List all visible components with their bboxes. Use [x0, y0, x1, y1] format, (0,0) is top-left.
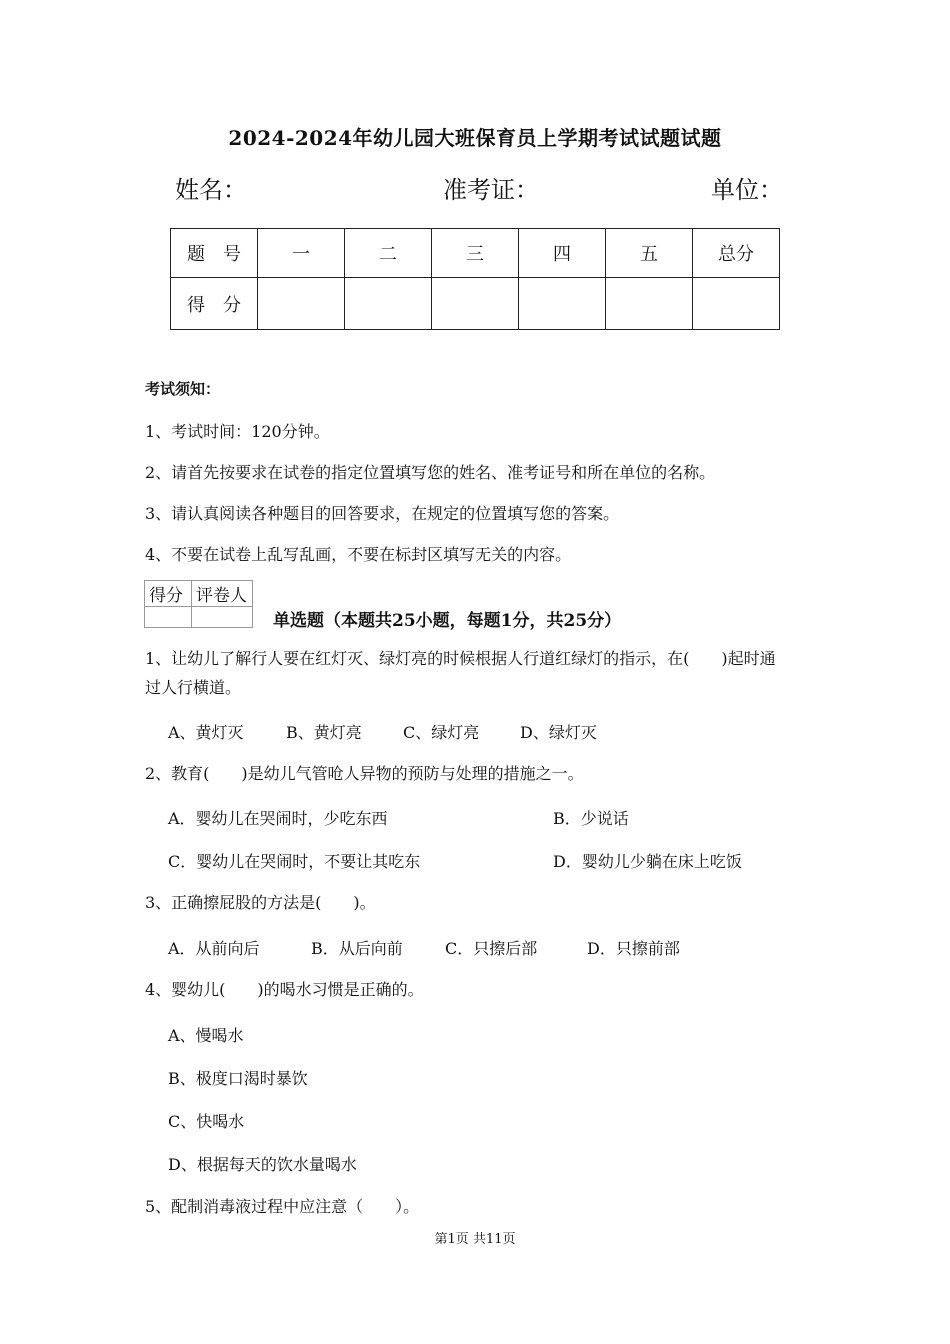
option[interactable]: D、根据每天的饮水量喝水	[168, 1155, 357, 1174]
question-3: 3、正确擦屁股的方法是( )。	[145, 893, 376, 912]
option[interactable]: B．少说话	[553, 809, 629, 828]
question-text: 1、让幼儿了解行人要在红灯灭、绿灯亮的时候根据人行道红绿灯的指示，在( )起时通	[145, 649, 776, 668]
grader-score-label: 得分	[145, 581, 192, 607]
page-title: 2024-2024年幼儿园大班保育员上学期考试试题试题	[228, 126, 722, 150]
grader-reviewer-label: 评卷人	[192, 581, 253, 607]
notice-item: 3、请认真阅读各种题目的回答要求，在规定的位置填写您的答案。	[145, 504, 620, 523]
score-cell[interactable]	[432, 278, 519, 330]
score-cell[interactable]	[258, 278, 345, 330]
option[interactable]: B、极度口渴时暴饮	[168, 1069, 308, 1088]
option[interactable]: A、慢喝水	[168, 1026, 244, 1045]
unit-label: 单位：	[711, 176, 783, 204]
grader-reviewer-cell[interactable]	[192, 607, 253, 628]
option[interactable]: B、黄灯亮	[286, 723, 362, 742]
exam-id-label: 准考证：	[443, 176, 539, 204]
notice-item: 1、考试时间：120分钟。	[145, 422, 330, 441]
page-footer: 第1页 共11页	[434, 1232, 516, 1247]
score-table-header-cell: 三	[432, 229, 519, 278]
score-cell[interactable]	[345, 278, 432, 330]
score-cell[interactable]	[693, 278, 780, 330]
option[interactable]: B．从后向前	[311, 939, 403, 958]
score-row-label: 得 分	[171, 278, 258, 330]
option[interactable]: A、黄灯灭	[168, 723, 244, 742]
score-cell[interactable]	[519, 278, 606, 330]
score-cell[interactable]	[606, 278, 693, 330]
score-table-header-cell: 一	[258, 229, 345, 278]
option[interactable]: C、绿灯亮	[403, 723, 480, 742]
question-2: 2、教育( )是幼儿气管呛人异物的预防与处理的措施之一。	[145, 764, 584, 783]
option[interactable]: A．婴幼儿在哭闹时，少吃东西	[168, 809, 388, 828]
notice-title: 考试须知：	[145, 380, 221, 398]
notice-item: 4、不要在试卷上乱写乱画，不要在标封区填写无关的内容。	[145, 545, 572, 564]
option[interactable]: D．只擦前部	[587, 939, 680, 958]
score-table-header-row	[171, 229, 780, 278]
option[interactable]: D、绿灯灭	[520, 723, 597, 742]
name-label: 姓名：	[175, 176, 247, 204]
option[interactable]: A．从前向后	[168, 939, 260, 958]
grader-box	[144, 580, 253, 628]
examinee-info-row	[175, 170, 785, 204]
score-table-header-cell: 总分	[693, 229, 780, 278]
score-table-score-row	[171, 278, 780, 330]
score-table-header-cell: 题 号	[171, 229, 258, 278]
question-4: 4、婴幼儿( )的喝水习惯是正确的。	[145, 980, 424, 999]
question-text: 过人行横道。	[145, 678, 242, 697]
notice-item: 2、请首先按要求在试卷的指定位置填写您的姓名、准考证号和所在单位的名称。	[145, 463, 716, 482]
section-title: 单选题（本题共25小题，每题1分，共25分）	[273, 611, 622, 631]
question-5: 5、配制消毒液过程中应注意（ ）。	[145, 1197, 420, 1216]
option[interactable]: C、快喝水	[168, 1112, 245, 1131]
score-table	[170, 228, 780, 330]
score-table-header-cell: 五	[606, 229, 693, 278]
option[interactable]: D．婴幼儿少躺在床上吃饭	[553, 852, 742, 871]
score-table-header-cell: 二	[345, 229, 432, 278]
option[interactable]: C．婴幼儿在哭闹时，不要让其吃东	[168, 852, 421, 871]
score-table-header-cell: 四	[519, 229, 606, 278]
option[interactable]: C．只擦后部	[445, 939, 538, 958]
question-1	[145, 644, 815, 702]
grader-score-cell[interactable]	[145, 607, 192, 628]
